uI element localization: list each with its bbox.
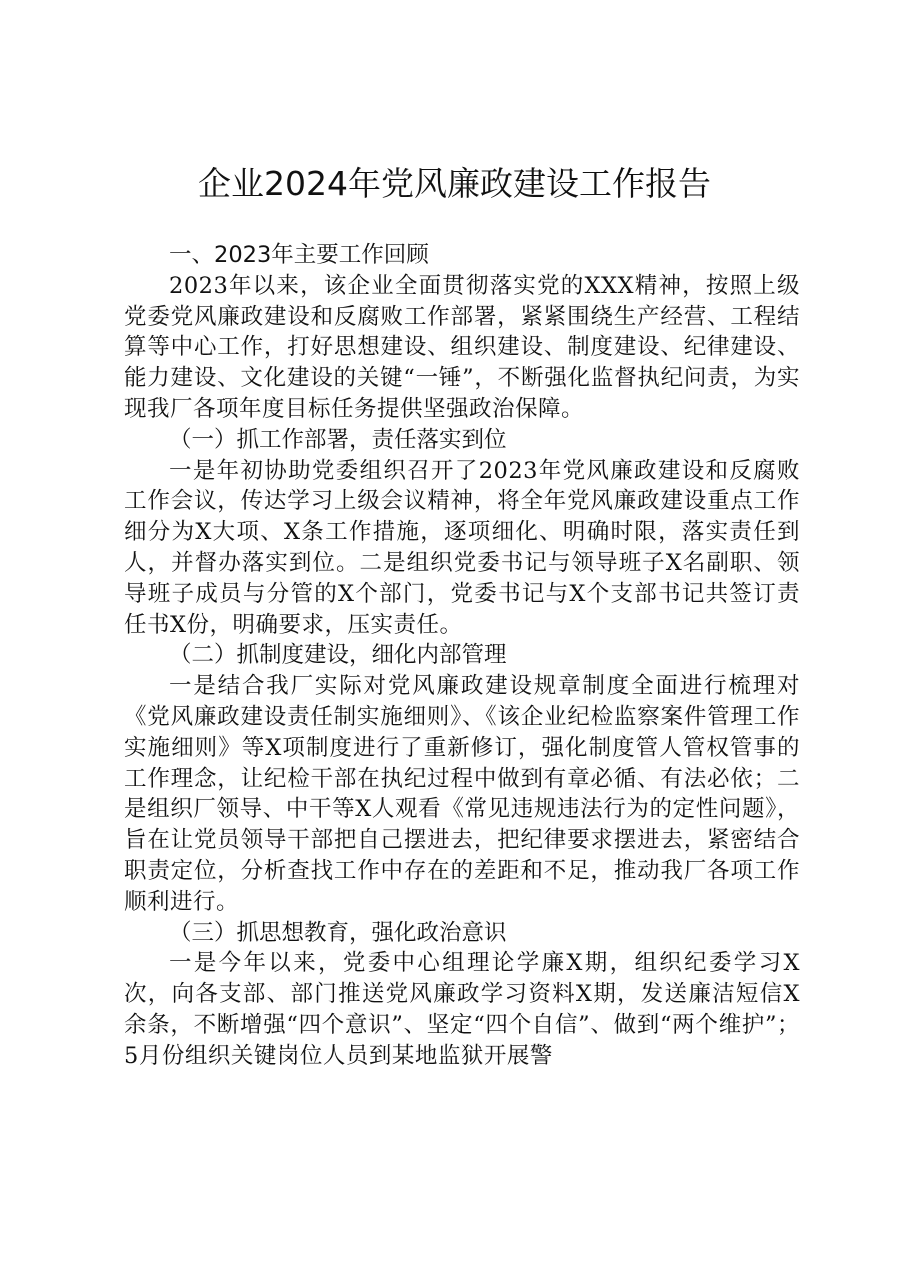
subsection-paragraph-2: 一是结合我厂实际对党风廉政建设规章制度全面进行梳理对《党风廉政建设责任制实施细则》、《该企业纪检监察案件管理工作实施细则》等X项制度进行了重新修订，强化制度管人管权管事的工作理念，让纪检干部在执纪过程中做到有章必循、有法必依；二是组织厂领导、中干等X人观看《常见违规违法行为的定性问题》，旨在让党员领导干部把自己摆进去，把纪律要求摆进去，紧密结合职责定位，分析查找工作中存在的差距和不足，推动我厂各项工作顺利进行。	[124, 673, 800, 915]
subsection-heading-2: （二）抓制度建设，细化内部管理	[169, 642, 507, 669]
subsection-paragraph-1: 一是年初协助党委组织召开了2023年党风廉政建设和反腐败工作会议，传达学习上级会议精神，将全年党风廉政建设重点工作细分为X大项、X条工作措施，逐项细化、明确时限，落实责任到人，并督办落实到位。二是组织党委书记与领导班子X名副职、领导班子成员与分管的X个部门，党委书记与X个支部书记共签订责任书X份，明确要求，压实责任。	[124, 457, 800, 638]
section-intro-paragraph: 2023年以来，该企业全面贯彻落实党的XXX精神，按照上级党委党风廉政建设和反腐败工作部署，紧紧围绕生产经营、工程结算等中心工作，打好思想建设、组织建设、制度建设、纪律建设、能力建设、文化建设的关键“一锤”，不断强化监督执纪问责，为实现我厂各项年度目标任务提供坚强政治保障。	[124, 272, 800, 422]
document-body	[124, 240, 800, 1072]
subsection-paragraph-3: 一是今年以来，党委中心组理论学廉X期，组织纪委学习X次，向各支部、部门推送党风廉政学习资料X期，发送廉洁短信X余条，不断增强“四个意识”、坚定“四个自信”、做到“两个维护”；5月份组织关键岗位人员到某地监狱开展警	[124, 950, 800, 1069]
subsection-heading-3: （三）抓思想教育，强化政治意识	[169, 919, 507, 946]
document-title: 企业2024年党风廉政建设工作报告	[198, 164, 711, 203]
section-heading: 一、2023年主要工作回顾	[169, 242, 429, 268]
subsection-heading-1: （一）抓工作部署，责任落实到位	[169, 426, 507, 453]
